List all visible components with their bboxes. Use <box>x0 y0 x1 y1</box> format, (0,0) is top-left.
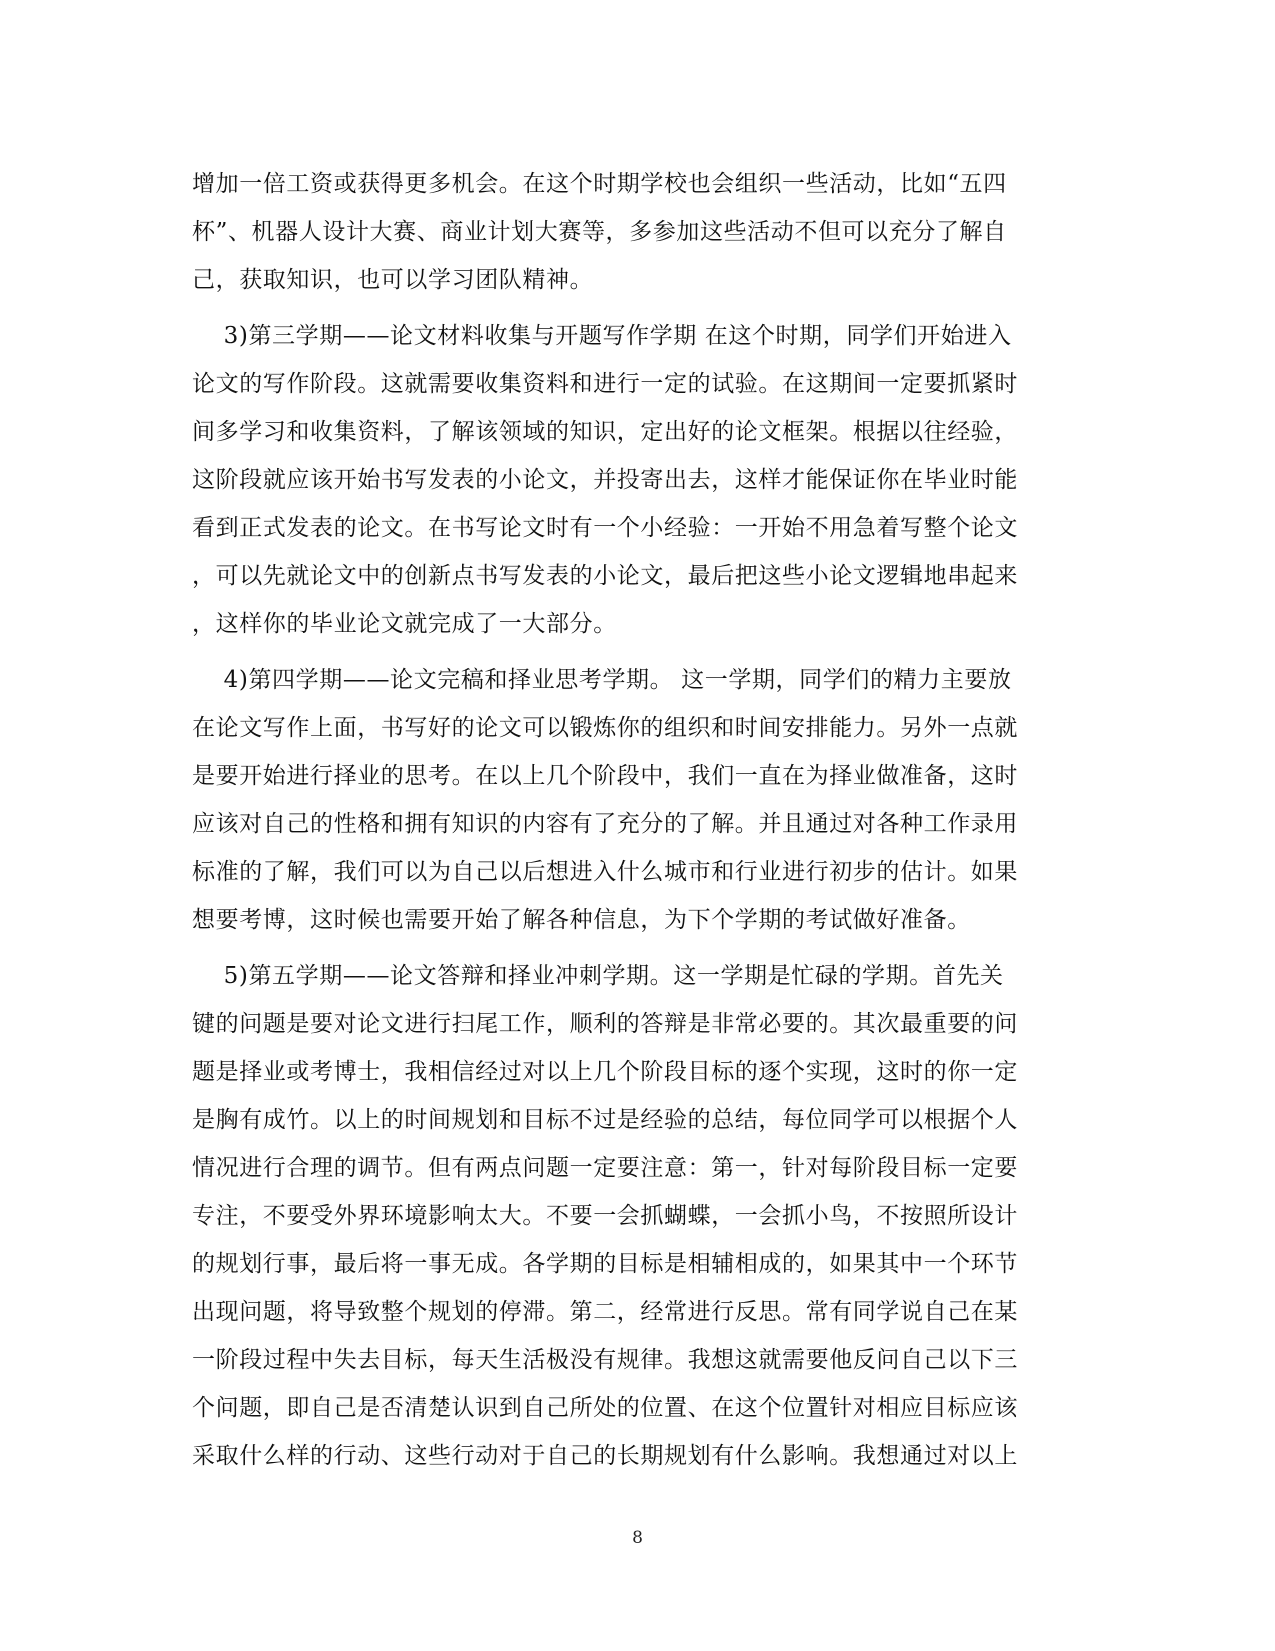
text-line: 是胸有成竹。以上的时间规划和目标不过是经验的总结，每位同学可以根据个人 <box>192 1107 1018 1133</box>
text-line: 出现问题，将导致整个规划的停滞。第二，经常进行反思。常有同学说自己在某 <box>192 1299 1018 1325</box>
text-line: 3)第三学期——论文材料收集与开题写作学期 在这个时期，同学们开始进入 <box>192 323 1012 349</box>
text-line: 4)第四学期——论文完稿和择业思考学期。 这一学期，同学们的精力主要放 <box>192 667 1012 693</box>
text-line: ，这样你的毕业论文就完成了一大部分。 <box>192 611 617 637</box>
text-line: 论文的写作阶段。这就需要收集资料和进行一定的试验。在这期间一定要抓紧时 <box>192 371 1018 397</box>
page-number: 8 <box>632 1528 643 1548</box>
text-line: 应该对自己的性格和拥有知识的内容有了充分的了解。并且通过对各种工作录用 <box>192 811 1018 837</box>
text-line: 己，获取知识，也可以学习团队精神。 <box>192 267 594 293</box>
paragraph-4 <box>192 952 1072 1480</box>
text-line: 这阶段就应该开始书写发表的小论文，并投寄出去，这样才能保证你在毕业时能 <box>192 467 1018 493</box>
text-line: 的规划行事，最后将一事无成。各学期的目标是相辅相成的，如果其中一个环节 <box>192 1251 1018 1277</box>
text-line: 5)第五学期——论文答辩和择业冲刺学期。这一学期是忙碌的学期。首先关 <box>192 963 1004 989</box>
text-line: 专注，不要受外界环境影响太大。不要一会抓蝴蝶，一会抓小鸟，不按照所设计 <box>192 1203 1018 1229</box>
text-line: 情况进行合理的调节。但有两点问题一定要注意：第一，针对每阶段目标一定要 <box>192 1155 1018 1181</box>
text-line: 增加一倍工资或获得更多机会。在这个时期学校也会组织一些活动，比如“五四 <box>192 171 1007 197</box>
paragraph-3 <box>192 656 1072 944</box>
paragraph-1 <box>192 160 1072 304</box>
text-line: 是要开始进行择业的思考。在以上几个阶段中，我们一直在为择业做准备，这时 <box>192 763 1018 789</box>
text-line: 在论文写作上面，书写好的论文可以锻炼你的组织和时间安排能力。另外一点就 <box>192 715 1018 741</box>
text-line: 题是择业或考博士，我相信经过对以上几个阶段目标的逐个实现，这时的你一定 <box>192 1059 1018 1085</box>
text-line: 标准的了解，我们可以为自己以后想进入什么城市和行业进行初步的估计。如果 <box>192 859 1018 885</box>
text-line: 个问题，即自己是否清楚认识到自己所处的位置、在这个位置针对相应目标应该 <box>192 1395 1018 1421</box>
text-line: 键的问题是要对论文进行扫尾工作，顺利的答辩是非常必要的。其次最重要的问 <box>192 1011 1018 1037</box>
text-line: 一阶段过程中失去目标，每天生活极没有规律。我想这就需要他反问自己以下三 <box>192 1347 1018 1373</box>
text-line: 看到正式发表的论文。在书写论文时有一个小经验：一开始不用急着写整个论文 <box>192 515 1018 541</box>
text-line: 杯”、机器人设计大赛、商业计划大赛等，多参加这些活动不但可以充分了解自 <box>192 219 1007 245</box>
text-line: ，可以先就论文中的创新点书写发表的小论文，最后把这些小论文逻辑地串起来 <box>192 563 1018 589</box>
paragraph-2 <box>192 312 1072 648</box>
text-line: 间多学习和收集资料，了解该领域的知识，定出好的论文框架。根据以往经验， <box>192 419 1018 445</box>
body-text <box>192 160 1072 1480</box>
text-line: 采取什么样的行动、这些行动对于自己的长期规划有什么影响。我想通过对以上 <box>192 1443 1018 1469</box>
text-line: 想要考博，这时候也需要开始了解各种信息，为下个学期的考试做好准备。 <box>192 907 971 933</box>
